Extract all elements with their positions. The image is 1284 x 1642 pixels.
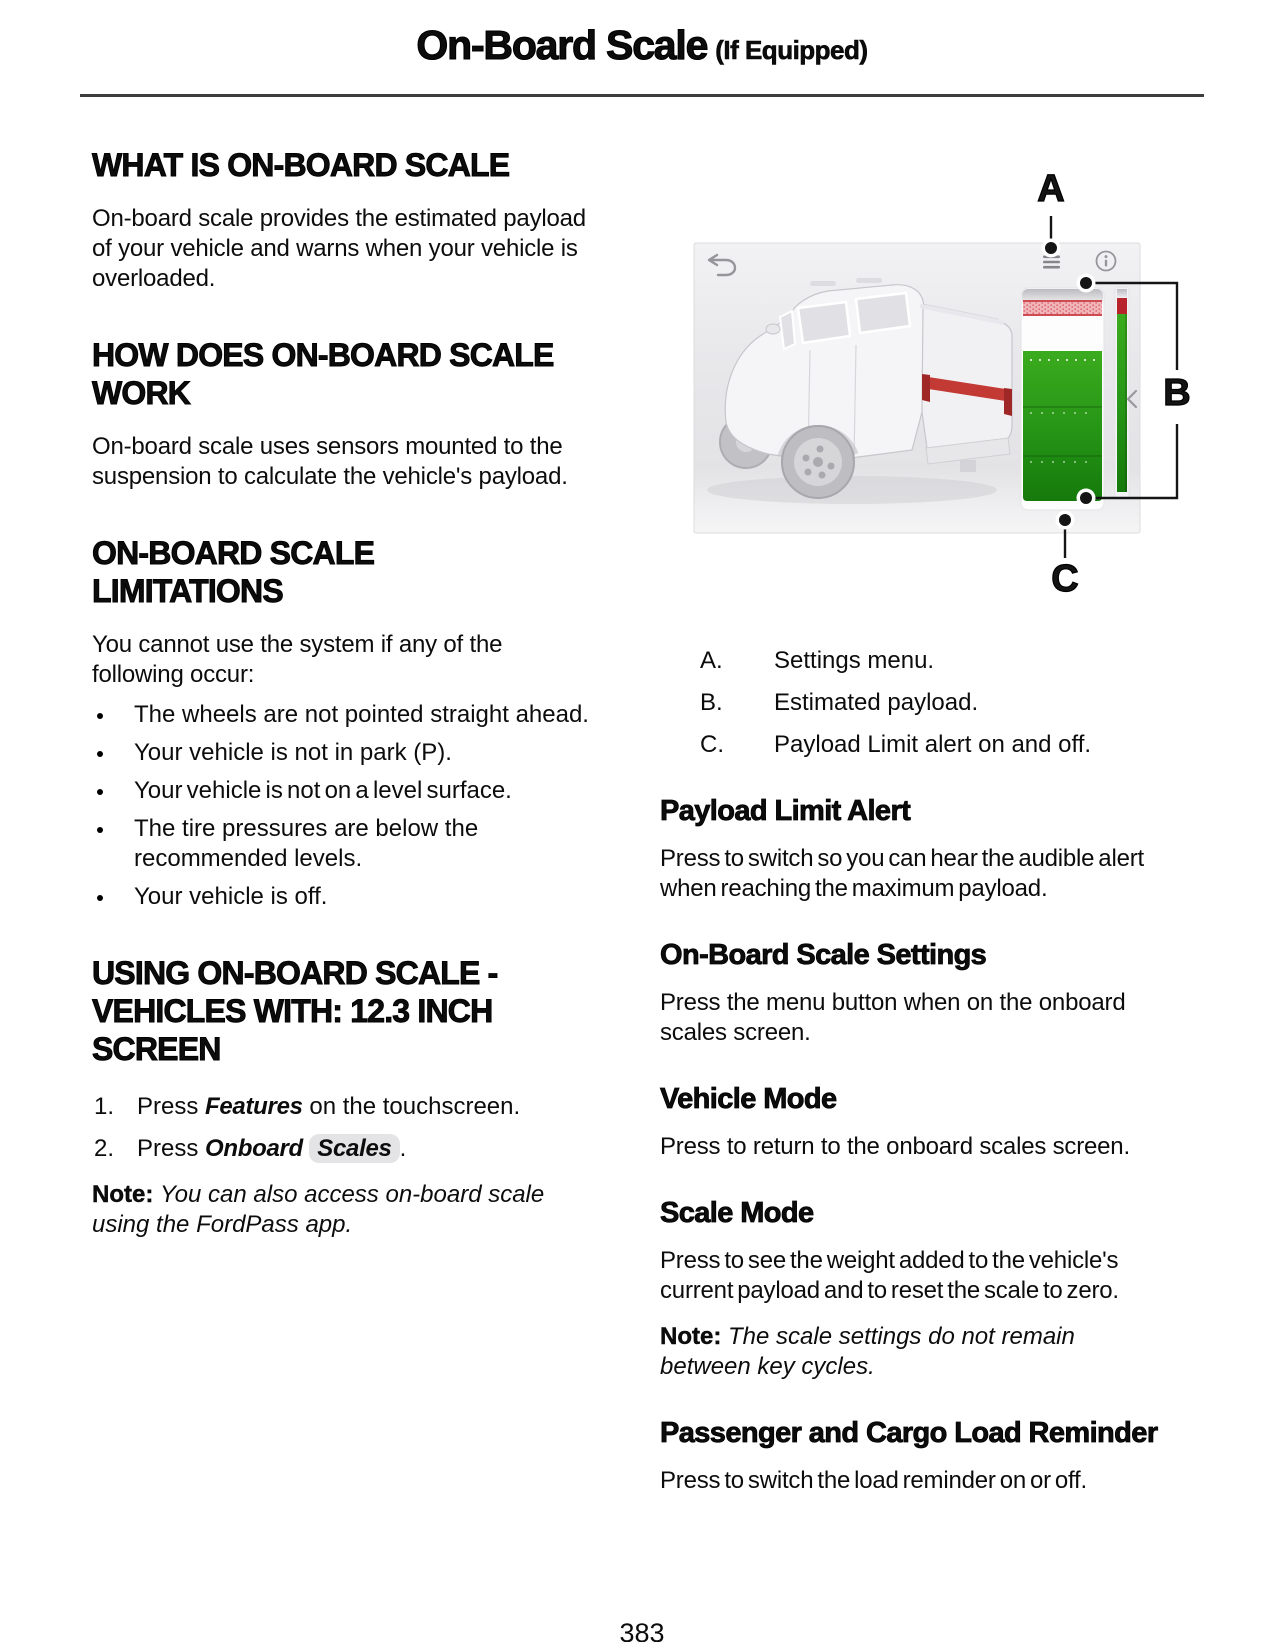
page-title-suffix: (If Equipped): [715, 35, 868, 65]
legend-text: Estimated payload.: [774, 689, 979, 716]
paragraph: On-board scale provides the estimated payload of your vehicle and warns when your vehicle is overloaded.: [92, 205, 586, 292]
step-item: [92, 1092, 597, 1122]
bullet-list: [92, 700, 597, 912]
bullet-item: [92, 700, 597, 730]
subsection-heading-scale-settings: On-Board Scale Settings: [660, 939, 987, 971]
bullet-text: The wheels are not pointed straight ahead.: [134, 701, 589, 728]
page-title: On-Board Scale: [416, 22, 708, 68]
figure-graphic: [660, 160, 1200, 612]
legend-row: [660, 688, 1200, 718]
bullet-text: The tire pressures are below the recommended levels.: [134, 815, 479, 872]
section-heading-how-does: HOW DOES ON-BOARD SCALE WORK: [92, 337, 554, 411]
legend-label: C.: [700, 731, 724, 758]
onboard-label: Onboard: [205, 1135, 310, 1162]
subsection-heading-payload-limit-alert: Payload Limit Alert: [660, 795, 911, 827]
legend-text: Settings menu.: [774, 647, 935, 674]
bullet-dot-icon: [97, 713, 103, 719]
step-text: Press Onboard Scales .: [137, 1135, 407, 1162]
right-column: [660, 160, 1200, 1496]
legend-row: [660, 730, 1200, 760]
subsection-heading-load-reminder: Passenger and Cargo Load Reminder: [660, 1417, 1158, 1449]
features-button-label: Features: [205, 1093, 303, 1120]
paragraph: Press to return to the onboard scales screen.: [660, 1133, 1130, 1160]
section-heading-using: USING ON-BOARD SCALE - VEHICLES WITH: 12.3 INCH SCREEN: [92, 955, 498, 1067]
paragraph: Press to see the weight added to the vehicle's current payload and to reset the scale to zero.: [660, 1247, 1119, 1304]
step-number: 2.: [94, 1135, 115, 1162]
subsection-heading-scale-mode: Scale Mode: [660, 1197, 814, 1229]
paragraph: On-board scale uses sensors mounted to the suspension to calculate the vehicle's payload.: [92, 433, 568, 490]
subsection-heading-vehicle-mode: Vehicle Mode: [660, 1083, 837, 1115]
steps-list: [92, 1092, 597, 1164]
bullet-item: [92, 814, 597, 874]
payload-bar: [1021, 288, 1104, 510]
bullet-text: Your vehicle is off.: [134, 883, 328, 910]
payload-meter: [1115, 287, 1129, 499]
paragraph: Press to switch so you can hear the audible alert when reaching the maximum payload.: [660, 845, 1144, 902]
note: Note: You can also access on-board scale using the FordPass app.: [92, 1181, 545, 1238]
page-number: 383: [619, 1618, 665, 1642]
bullet-item: [92, 882, 597, 912]
step-number: 1.: [94, 1093, 115, 1120]
callout-c-label: C: [1051, 558, 1079, 600]
left-column: [92, 146, 597, 1240]
figure-legend: [660, 646, 1200, 760]
title-divider: [80, 94, 1204, 97]
section-heading-limitations: ON-BOARD SCALE LIMITATIONS: [92, 535, 375, 609]
onboard-scale-figure: [660, 160, 1200, 612]
legend-label: B.: [700, 689, 723, 716]
note: Note: The scale settings do not remain between key cycles.: [660, 1323, 1075, 1380]
bullet-dot-icon: [97, 827, 103, 833]
bullet-dot-icon: [97, 895, 103, 901]
bullet-dot-icon: [97, 789, 103, 795]
legend-label: A.: [700, 647, 723, 674]
callout-a-label: A: [1037, 168, 1065, 210]
bullet-dot-icon: [97, 751, 103, 757]
bullet-text: Your vehicle is not on a level surface.: [134, 777, 512, 804]
scales-link-label: Scales: [309, 1134, 399, 1163]
step-text: Press Features on the touchscreen.: [137, 1093, 521, 1120]
paragraph: Press the menu button when on the onboard scales screen.: [660, 989, 1126, 1046]
paragraph: Press to switch the load reminder on or off.: [660, 1467, 1087, 1494]
bullet-item: [92, 776, 597, 806]
legend-row: [660, 646, 1200, 676]
bullet-item: [92, 738, 597, 768]
section-heading-what-is: WHAT IS ON-BOARD SCALE: [92, 147, 510, 183]
page-header: [0, 22, 1284, 69]
bullet-text: Your vehicle is not in park (P).: [134, 739, 452, 766]
callout-b-label: B: [1163, 372, 1191, 414]
step-item: [92, 1134, 597, 1164]
paragraph: You cannot use the system if any of the following occur:: [92, 631, 503, 688]
legend-text: Payload Limit alert on and off.: [774, 731, 1092, 758]
